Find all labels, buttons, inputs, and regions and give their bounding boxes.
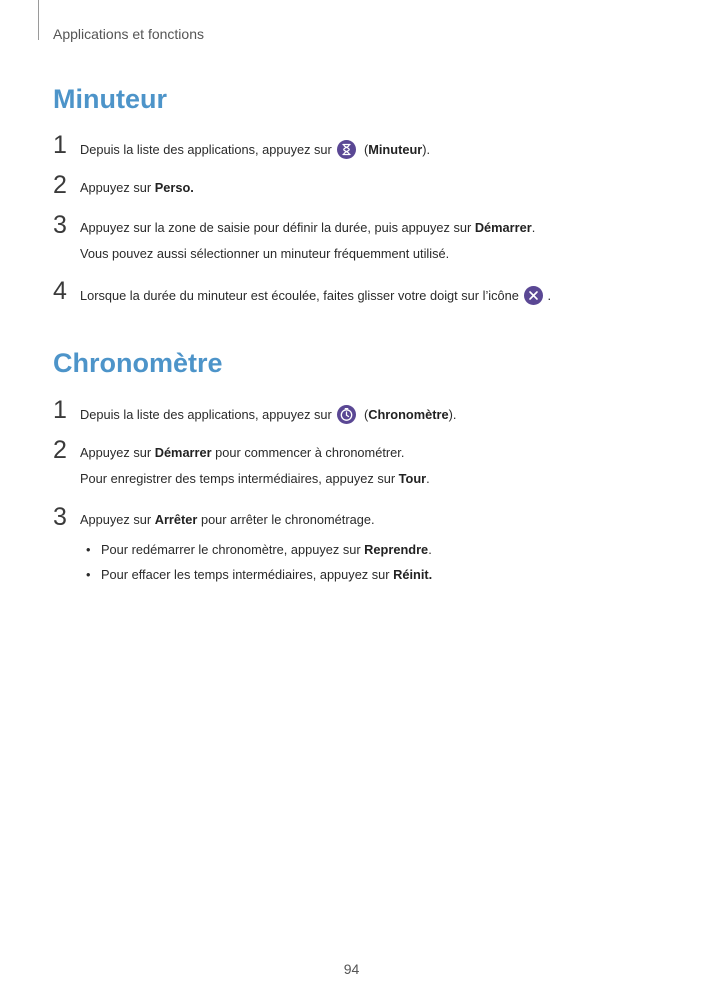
ui-term-perso: Perso. — [154, 180, 194, 195]
ui-term-demarrer: Démarrer — [474, 220, 532, 235]
step-text — [80, 180, 194, 195]
section-title-chronometre: Chronomètre — [53, 348, 223, 378]
step-note: Vous pouvez aussi sélectionner un minuteur fréquemment utilisé. — [80, 246, 450, 261]
step-text-tail: pour arrêter le chronométrage. — [197, 512, 375, 527]
step-number: 1 — [53, 396, 67, 424]
step-text-part: Appuyez sur la zone de saisie pour définir la durée, puis appuyez sur — [80, 220, 475, 235]
step-text-tail: . — [547, 288, 552, 303]
bullet-text-tail: . — [428, 542, 432, 557]
step-number: 2 — [53, 171, 67, 199]
bullet-text-part: Pour redémarrer le chronomètre, appuyez sur — [101, 542, 365, 557]
step-number: 1 — [53, 131, 67, 159]
page-margin-rule — [38, 0, 39, 40]
paren-open: ( — [363, 142, 369, 157]
ui-term-reinit: Réinit. — [393, 567, 433, 582]
step-text-tail: . — [426, 471, 430, 486]
step-text-part: Appuyez sur — [80, 180, 155, 195]
close-icon — [524, 286, 543, 305]
bullet-dot: • — [86, 542, 91, 557]
section-title-minuteur: Minuteur — [53, 84, 167, 114]
step-text — [80, 140, 430, 159]
hourglass-icon — [337, 140, 356, 159]
paren-close: ). — [422, 142, 431, 157]
step-text-tail: . — [531, 220, 536, 235]
bullet-text — [101, 567, 432, 582]
step-note — [80, 471, 430, 486]
running-header: Applications et fonctions — [53, 26, 204, 42]
step-text-part: Depuis la liste des applications, appuyez sur — [80, 407, 332, 422]
step-number: 4 — [53, 277, 67, 305]
step-text — [80, 220, 535, 235]
paren-open: ( — [363, 407, 369, 422]
step-text-part: Pour enregistrer des temps intermédiaires, appuyez sur — [80, 471, 399, 486]
step-text — [80, 445, 404, 460]
step-text-part: Lorsque la durée du minuteur est écoulée, faites glisser votre doigt sur l’icône — [80, 288, 519, 303]
ui-term-tour: Tour — [398, 471, 427, 486]
step-number: 3 — [53, 503, 67, 531]
step-text-part: Appuyez sur — [80, 445, 155, 460]
step-text-part: Appuyez sur — [80, 512, 155, 527]
step-number: 3 — [53, 211, 67, 239]
ui-term-minuteur: Minuteur — [368, 142, 423, 157]
ui-term-demarrer: Démarrer — [154, 445, 212, 460]
bullet-dot: • — [86, 567, 91, 582]
paren-close: ). — [448, 407, 457, 422]
step-text — [80, 512, 375, 527]
ui-term-reprendre: Reprendre — [364, 542, 429, 557]
step-text — [80, 405, 456, 424]
ui-term-chronometre: Chronomètre — [368, 407, 449, 422]
step-text-tail: pour commencer à chronométrer. — [211, 445, 405, 460]
step-number: 2 — [53, 436, 67, 464]
ui-term-arreter: Arrêter — [154, 512, 198, 527]
step-text-part: Depuis la liste des applications, appuyez sur — [80, 142, 332, 157]
bullet-text-part: Pour effacer les temps intermédiaires, appuyez sur — [101, 567, 394, 582]
stopwatch-icon — [337, 405, 356, 424]
page-number: 94 — [343, 961, 360, 977]
step-text — [80, 286, 551, 305]
bullet-text — [101, 542, 432, 557]
